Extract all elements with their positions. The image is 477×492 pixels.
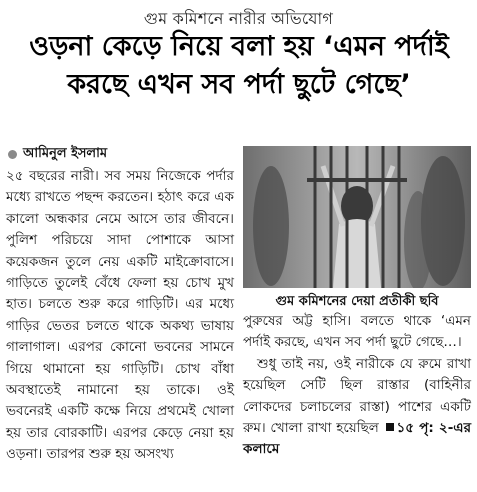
- article-body-right-column: [243, 311, 471, 461]
- byline-author: আমিনুল ইসলাম: [23, 146, 108, 161]
- prison-bars-illustration: [243, 146, 471, 288]
- jump-text: ১৫ পৃ: ২-এর কলামে: [243, 420, 471, 458]
- byline-dot-icon: [8, 150, 17, 159]
- body-paragraph: [243, 354, 471, 461]
- photo-caption: গুম কমিশনের দেয়া প্রতীকী ছবি: [275, 294, 439, 309]
- body-paragraph-text: শুধু তাই নয়, ওই নারীকে যে রুমে রাখা হয়েছিল সেটি ছিল রাস্তার (বাহিনীর লোকদের চলাচলের রাস্তা) পাশের একটি রুম। খোলা রাখা হয়েছিল: [243, 355, 471, 437]
- body-paragraph: পুরুষের অট্ট হাসি। বলতে থাকে ‘এমন পর্দাই করছে, এখন সব পর্দা ছুটে গেছে…।: [243, 313, 471, 351]
- article-kicker: গুম কমিশনে নারীর অভিযোগ: [143, 9, 334, 28]
- byline: [8, 144, 107, 165]
- article-photo: [243, 146, 471, 288]
- body-paragraph: ২৫ বছরের নারী। সব সময় নিজেকে পর্দার মধ্যে রাখতে পছন্দ করতেন। হঠাৎ করে এক কালো অন্ধকার নেমে আসে তার জীবনে। পুলিশ পরিচয়ে সাদা পোশাকে আসা কয়েকজন তুলে নেয় একটি মাইক্রোবাসে। গাড়িতে তুলেই বেঁধে ফেলা হয় চোখ মুখ হাত। চলতে শুরু করে গাড়িটি। এর মধ্যে গাড়ির ভেতর চলতে থাকে অকথ্য ভাষায় গালাগাল। এরপর কোনো ভবনের সামনে গিয়ে থামানো হয় গাড়িটি। চোখ বাঁধা অবস্থাতেই নামানো হয় তাকে। ওই ভবনেরই একটি কক্ষে নিয়ে প্রথমেই খোলা হয় তার বোরকাটি। এরপর কেড়ে নেয়া হয় ওড়না। তারপর শুরু হয় অসংখ্য: [6, 168, 234, 463]
- article-headline: ওড়না কেড়ে নিয়ে বলা হয় ‘এমন পর্দাই করছে এখন সব পর্দা ছুটে গেছে’: [29, 31, 449, 100]
- article-body-left-column: [6, 166, 234, 466]
- jump-square-icon: [386, 423, 394, 431]
